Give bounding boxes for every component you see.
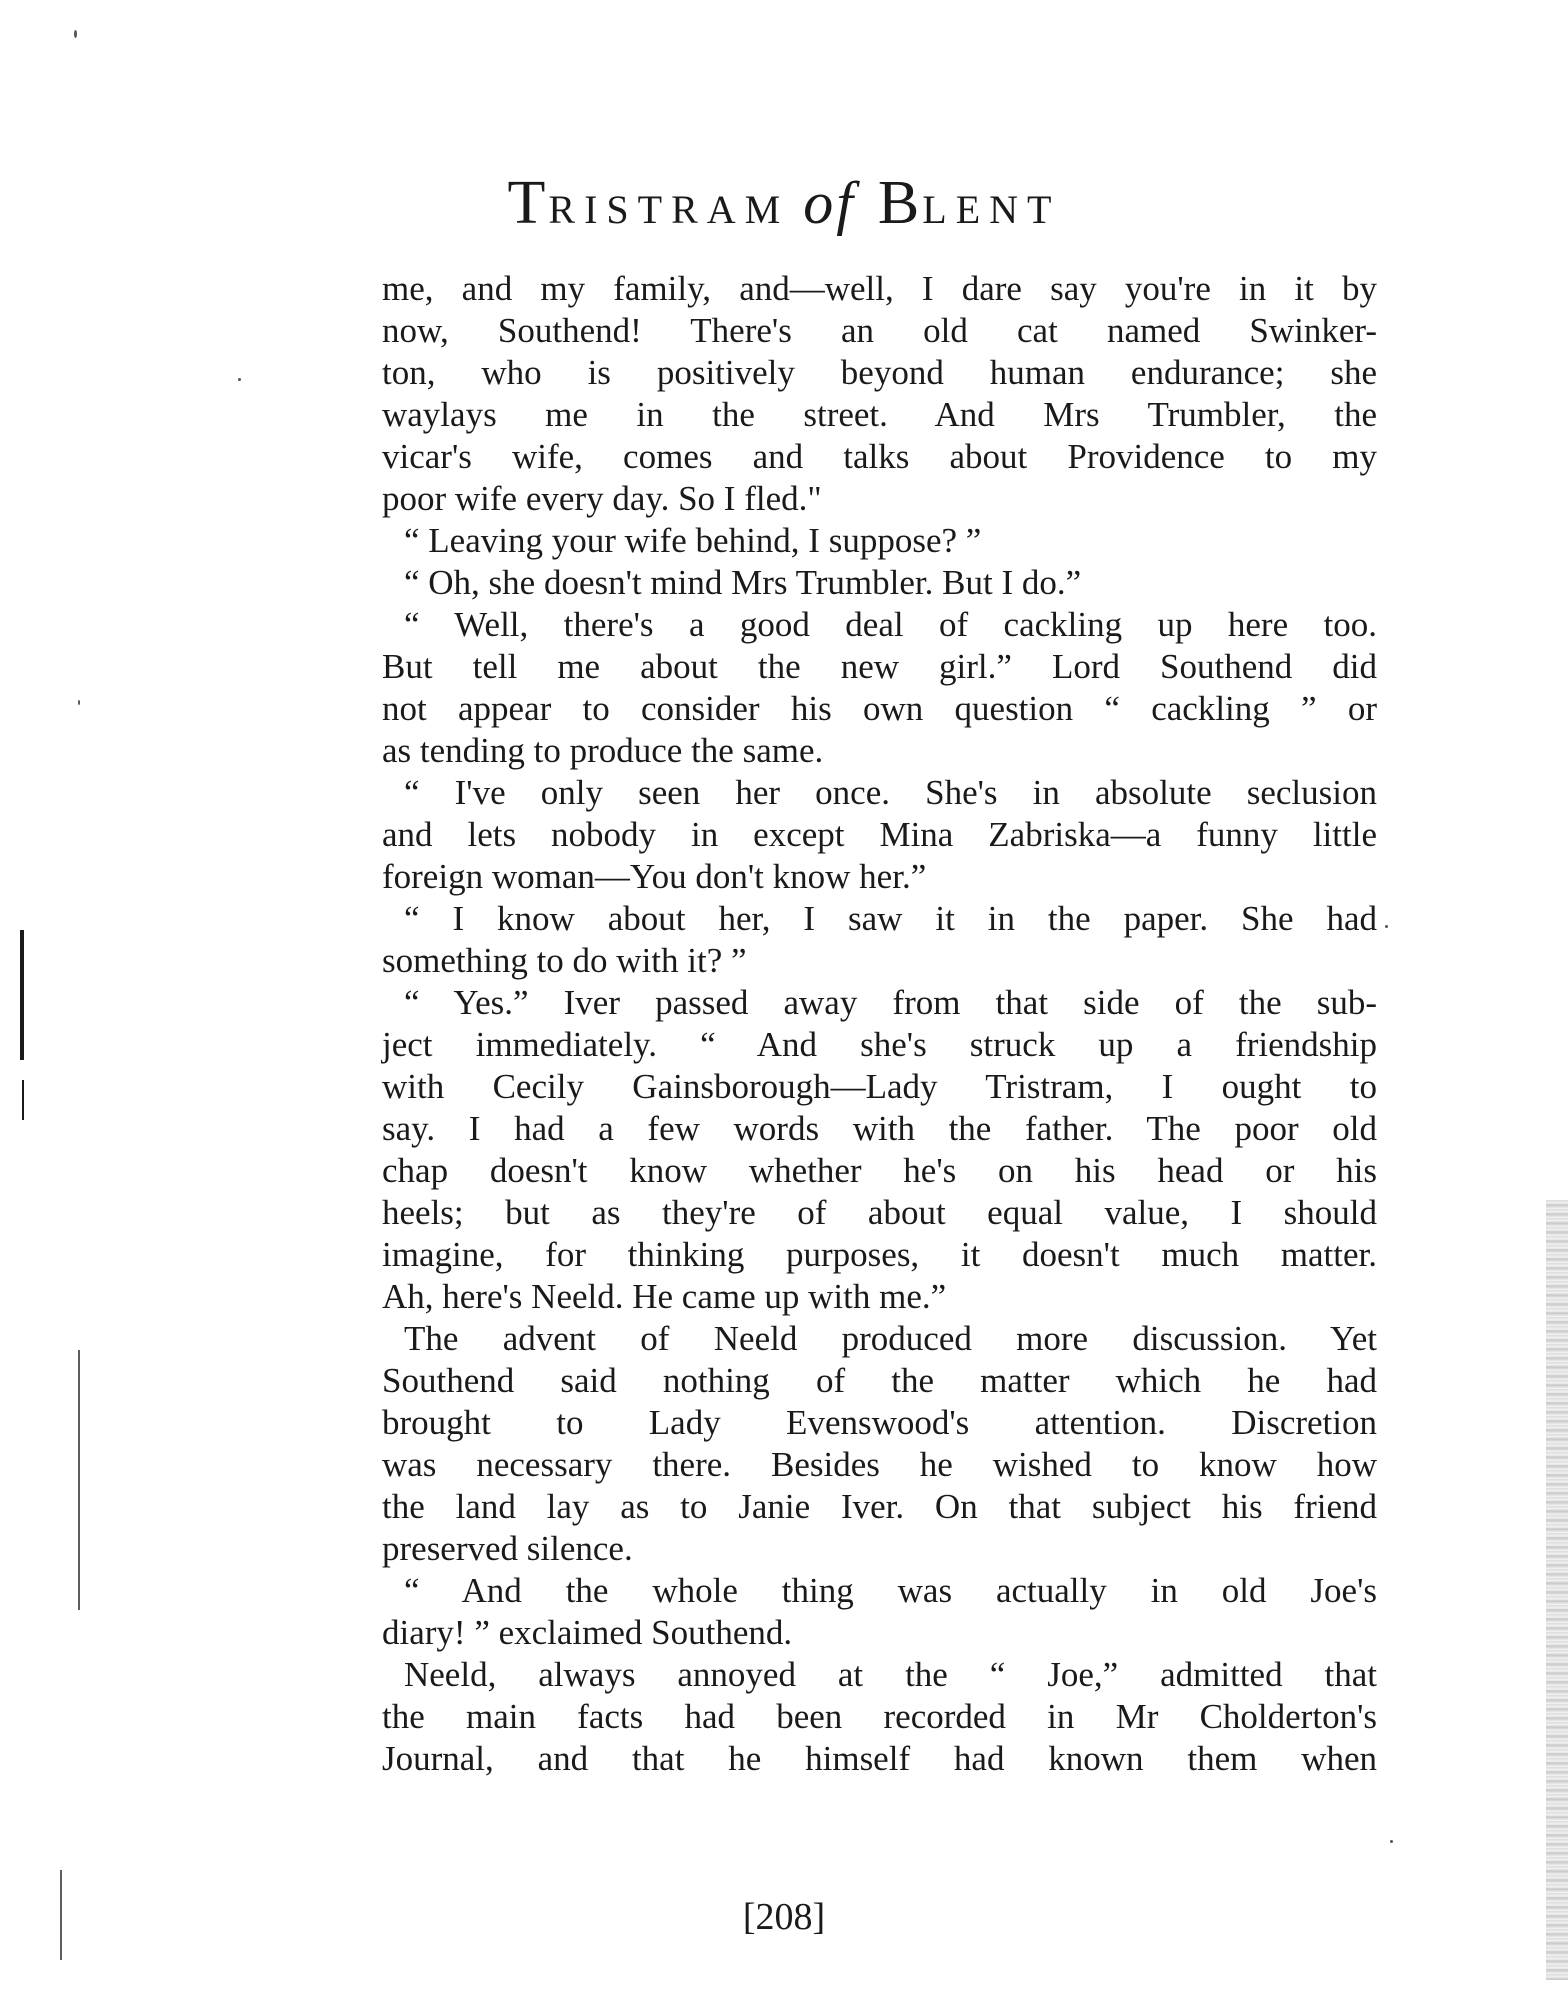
text-line: “ Oh, she doesn't mind Mrs Trumbler. But I do.” [404, 563, 1082, 602]
text-line: chap doesn't know whether he's on his head or his [382, 1151, 1377, 1190]
text-line: Neeld, always annoyed at the “ Joe,” admitted that [404, 1655, 1377, 1694]
text-line: ton, who is positively beyond human endurance; she [382, 353, 1377, 392]
running-head-cap-1: T [507, 169, 549, 237]
text-line: Ah, here's Neeld. He came up with me.” [382, 1277, 947, 1316]
text-line: “ Leaving your wife behind, I suppose? ” [404, 521, 982, 560]
scan-speck-5 [1390, 1840, 1393, 1843]
scan-mark-left-2 [22, 1080, 24, 1120]
scan-right-edge [1546, 1200, 1568, 1980]
text-line: brought to Lady Evenswood's attention. Discretion [382, 1403, 1377, 1442]
text-line: was necessary there. Besides he wished to know how [382, 1445, 1377, 1484]
text-line: the main facts had been recorded in Mr Cholderton's [382, 1697, 1377, 1736]
scan-speck-2 [238, 378, 241, 381]
running-head-connector: of [803, 170, 856, 236]
text-line: not appear to consider his own question “ cackling ” or [382, 689, 1377, 728]
text-line: as tending to produce the same. [382, 731, 824, 770]
running-head [0, 168, 1568, 239]
scan-speck-4 [1385, 925, 1388, 928]
text-line: heels; but as they're of about equal value, I should [382, 1193, 1377, 1232]
running-head-word-1: RISTRAM [548, 187, 790, 232]
text-line: foreign woman—You don't know her.” [382, 857, 927, 896]
text-line: “ I know about her, I saw it in the paper. She had [404, 899, 1377, 938]
text-line: the land lay as to Janie Iver. On that subject his friend [382, 1487, 1377, 1526]
text-line: say. I had a few words with the father. The poor old [382, 1109, 1377, 1148]
text-line: Southend said nothing of the matter which he had [382, 1361, 1377, 1400]
text-line: and lets nobody in except Mina Zabriska—a funny little [382, 815, 1377, 854]
scan-mark-left-3 [78, 1350, 80, 1610]
text-line: diary! ” exclaimed Southend. [382, 1613, 793, 1652]
text-line: But tell me about the new girl.” Lord Southend did [382, 647, 1377, 686]
text-line: with Cecily Gainsborough—Lady Tristram, I ought to [382, 1067, 1377, 1106]
body-text [382, 268, 1377, 1780]
text-line: “ Yes.” Iver passed away from that side of the sub- [404, 983, 1377, 1022]
text-line: vicar's wife, comes and talks about Providence to my [382, 437, 1377, 476]
text-line: “ I've only seen her once. She's in absolute seclusion [404, 773, 1377, 812]
running-head-word-2: LENT [922, 187, 1061, 232]
text-line: preserved silence. [382, 1529, 633, 1568]
scan-speck-1 [74, 30, 77, 38]
text-line: imagine, for thinking purposes, it doesn't much matter. [382, 1235, 1377, 1274]
text-line: waylays me in the street. And Mrs Trumbler, the [382, 395, 1377, 434]
running-head-cap-2: B [877, 169, 923, 237]
page-number: [208] [742, 1896, 826, 1938]
text-line: something to do with it? ” [382, 941, 747, 980]
text-line: poor wife every day. So I fled." [382, 479, 822, 518]
text-line: “ And the whole thing was actually in old Joe's [404, 1571, 1377, 1610]
scan-mark-left-1 [20, 930, 24, 1060]
text-line: Journal, and that he himself had known them when [382, 1739, 1377, 1778]
text-line: The advent of Neeld produced more discussion. Yet [404, 1319, 1377, 1358]
text-line: me, and my family, and—well, I dare say you're in it by [382, 269, 1377, 308]
text-line: now, Southend! There's an old cat named Swinker- [382, 311, 1377, 350]
text-line: ject immediately. “ And she's struck up a friendship [382, 1025, 1377, 1064]
scan-speck-3 [78, 700, 80, 705]
text-line: “ Well, there's a good deal of cackling up here too. [404, 605, 1377, 644]
